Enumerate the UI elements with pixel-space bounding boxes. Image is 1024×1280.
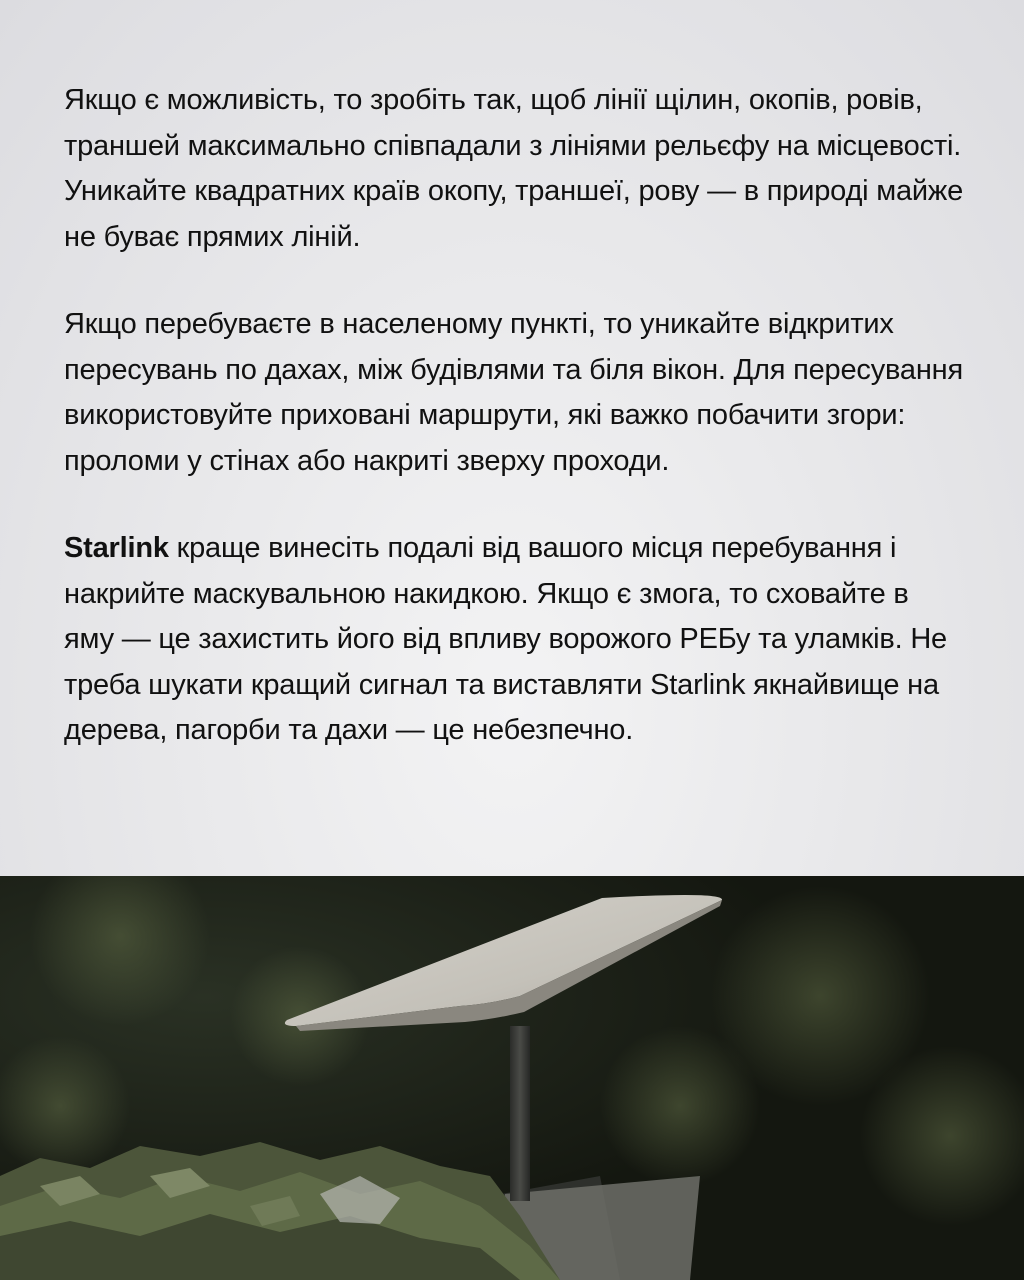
starlink-bold-label: Starlink bbox=[64, 532, 169, 564]
paragraph-starlink bbox=[64, 526, 964, 754]
dish-pole bbox=[510, 1026, 530, 1201]
paragraph-settlement bbox=[64, 302, 964, 484]
starlink-photo-illustration bbox=[0, 876, 1024, 1280]
starlink-photo bbox=[0, 876, 1024, 1280]
paragraph-starlink-text: краще винесіть подалі від вашого місця перебування і накрийте маскувальною накидкою. Якщо є змога, то сховайте в яму — це захистить його від впливу ворожого РЕБу та уламків. Не треба шукати кращий сигнал та виставляти Starlink якнайвище на дерева, пагорби та дахи — це небезпечно. bbox=[64, 532, 947, 746]
paragraph-terrain-text: Якщо є можливість, то зробіть так, щоб лінії щілин, окопів, ровів, траншей максимально співпадали з лініями рельєфу на місцевості. Уникайте квадратних країв окопу, траншеї, рову — в природі майже не буває прямих ліній. bbox=[64, 84, 964, 253]
foliage-bokeh bbox=[600, 1026, 760, 1186]
paragraph-settlement-text: Якщо перебуваєте в населеному пункті, то уникайте відкритих пересувань по дахах, між будівлями та біля вікон. Для пересування використовуйте приховані маршрути, які важко побачити згори: проломи у стінах або накриті зверху проходи. bbox=[64, 308, 963, 477]
text-content bbox=[64, 78, 964, 796]
paragraph-terrain bbox=[64, 78, 964, 260]
